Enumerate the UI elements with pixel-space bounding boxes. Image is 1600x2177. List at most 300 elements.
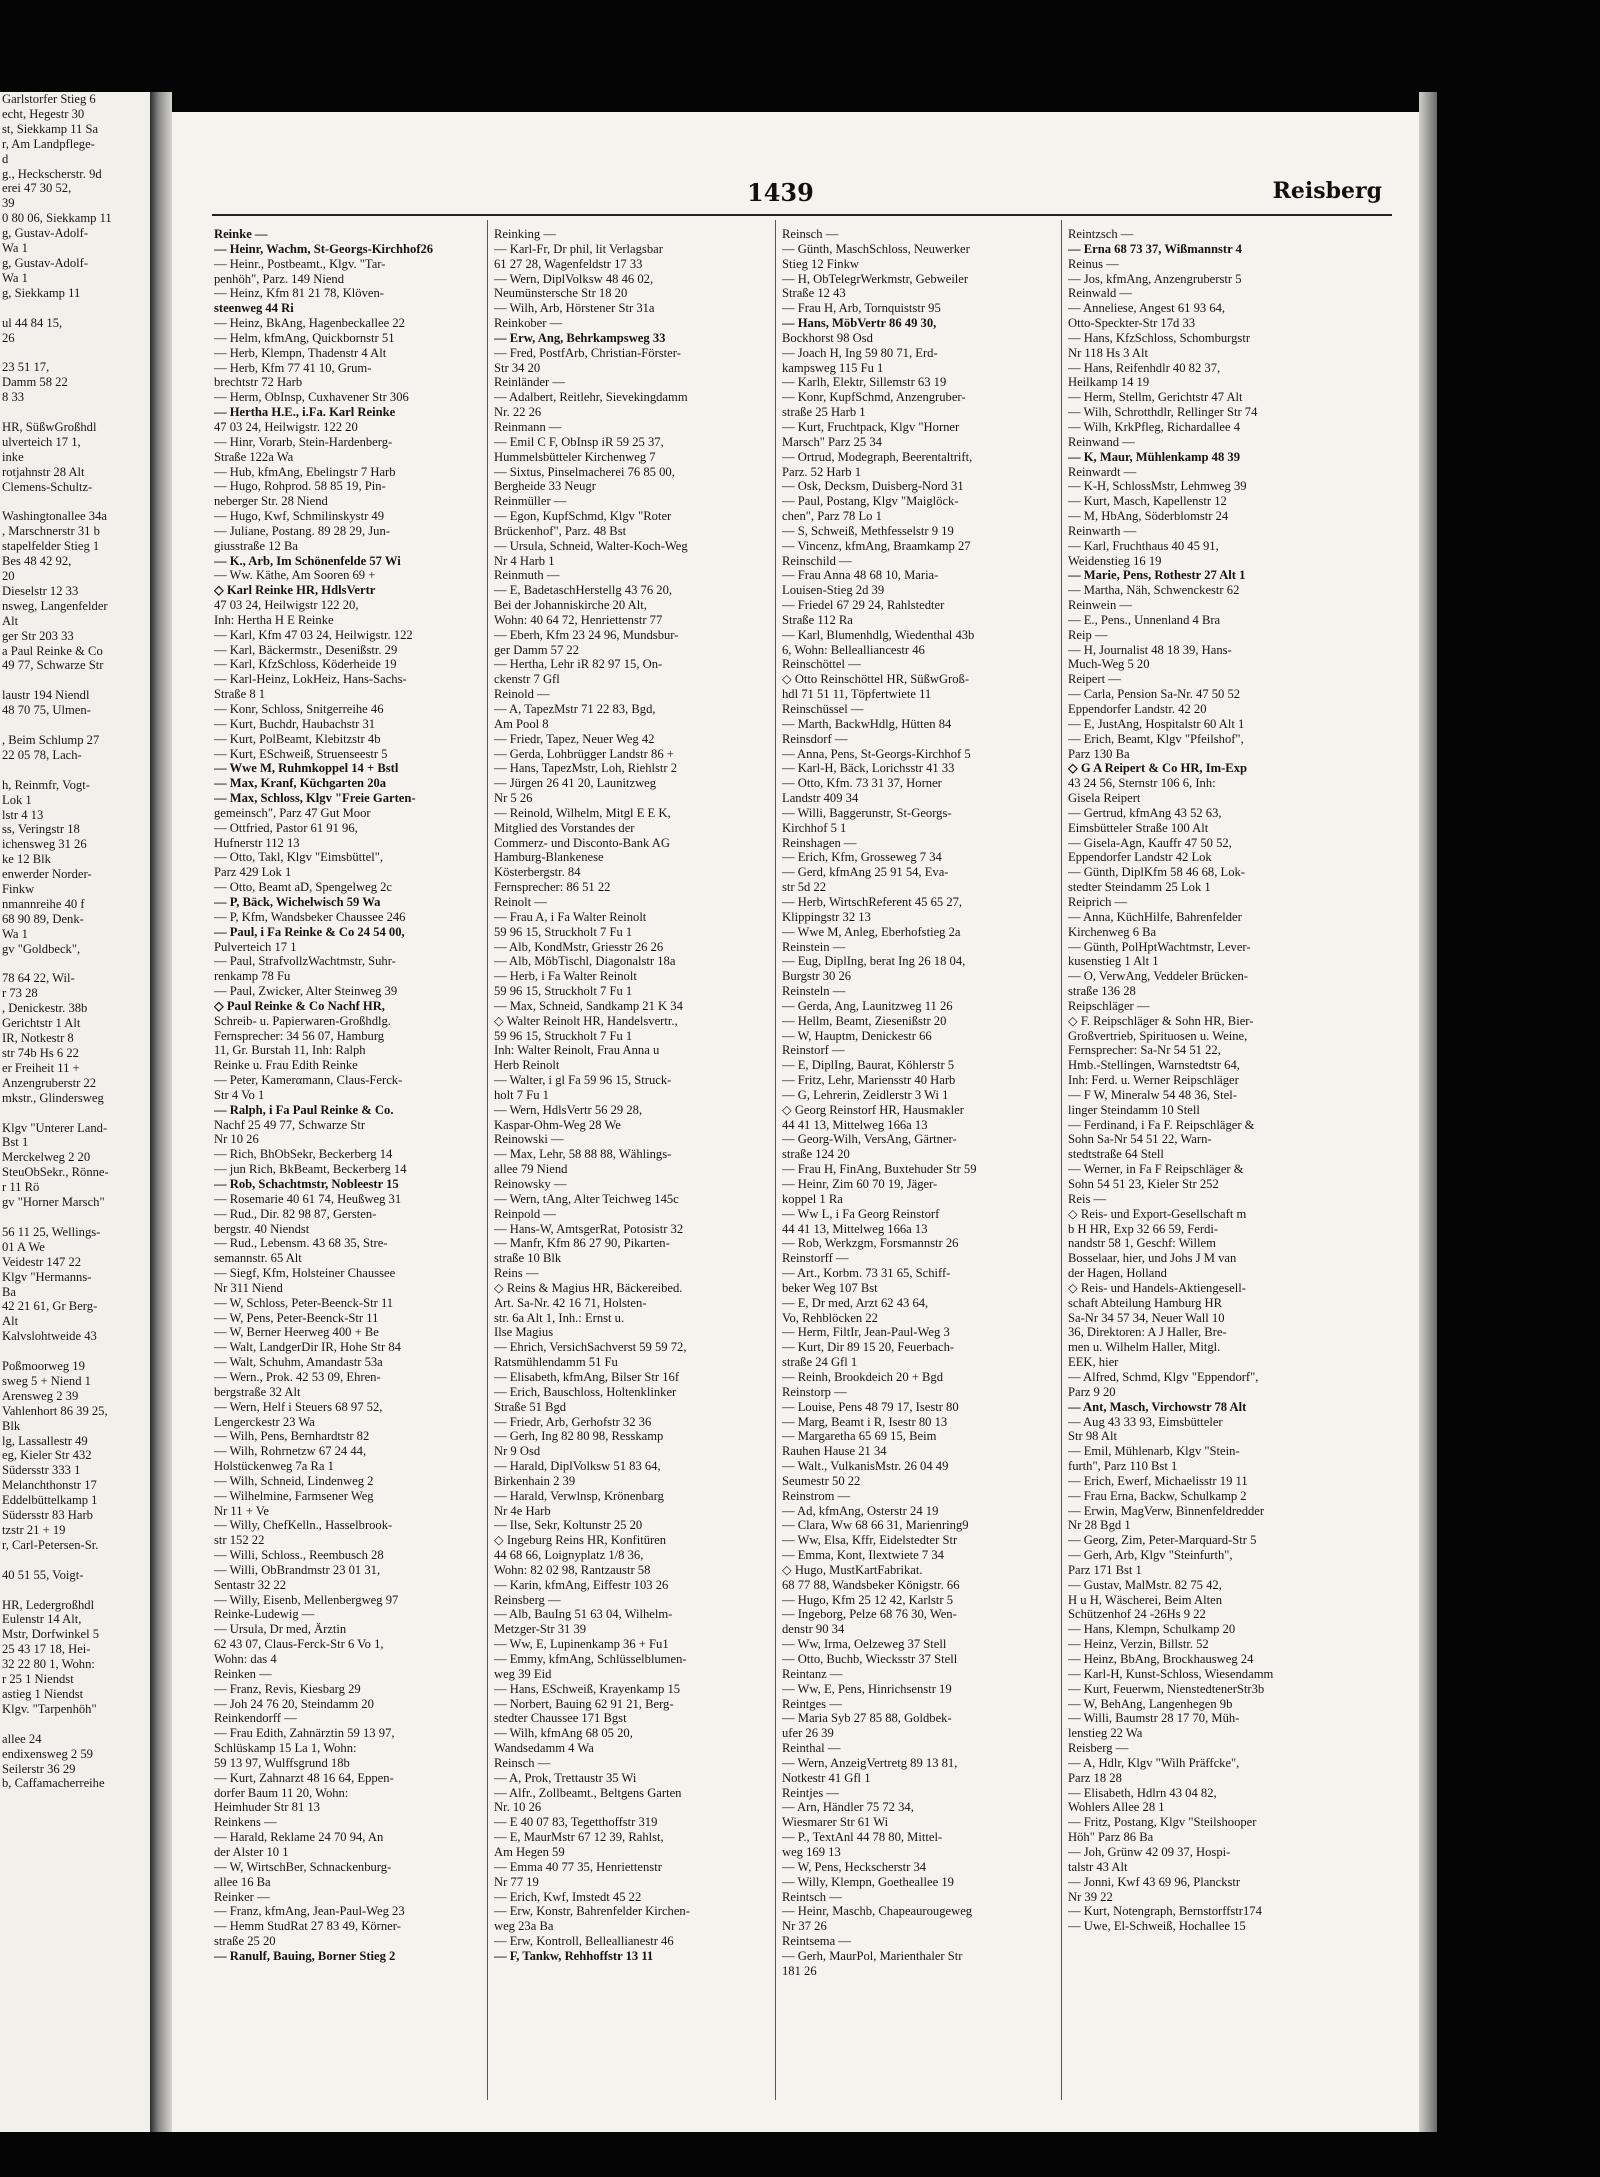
directory-entry: Klippingstr 32 13 [782,909,871,924]
left-fragment-line: Mstr, Dorfwinkel 5 [2,1627,100,1642]
directory-entry: — Erich, Ewerf, Michaelisstr 19 11 [1068,1473,1248,1488]
directory-entry: — E, BadetaschHerstellg 43 76 20, [494,583,673,598]
directory-entry: Reinsch — [494,1755,551,1770]
directory-entry: — Willi, Baumstr 28 17 70, Müh- [1068,1711,1240,1726]
directory-entry: 59 96 15, Struckholt 7 Fu 1 [494,924,633,939]
left-fragment-line: 26 [2,330,15,345]
left-fragment-line: h, Reinmfr, Vogt- [2,777,90,792]
directory-entry: — Ranulf, Bauing, Borner Stieg 2 [214,1948,396,1963]
left-fragment-line: Klgv "Hermanns- [2,1269,92,1284]
directory-entry: — F, Tankw, Rehhoffstr 13 11 [494,1948,654,1963]
directory-entry: — S, Schweiß, Methfesselstr 9 19 [782,523,954,538]
directory-entry: Reinländer — [494,375,565,390]
directory-entry: penhöh", Parz. 149 Niend [214,271,345,286]
directory-entry: renkamp 78 Fu [214,969,291,984]
directory-entry: Wohlers Allee 28 1 [1068,1800,1165,1815]
directory-entry: talstr 43 Alt [1068,1859,1128,1874]
left-fragment-line: Gerichtstr 1 Alt [2,1016,81,1031]
directory-entry: furth", Parz 110 Bst 1 [1068,1459,1178,1474]
left-fragment-line: Wa 1 [2,241,28,256]
directory-entry: — Karl-Heinz, LokHeiz, Hans-Sachs- [214,672,407,687]
left-fragment-line: 0 80 06, Siekkamp 11 [2,211,112,226]
directory-entry: Much-Weg 5 20 [1068,657,1150,672]
left-fragment-line [0,957,150,972]
directory-entry: Nr 37 26 [782,1919,827,1934]
directory-entry: — Rud., Lebensm. 43 68 35, Stre- [214,1236,388,1251]
directory-entry: — Fritz, Postang, Klgv "Steilshooper [1068,1815,1257,1830]
directory-entry: — K-H, SchlossMstr, Lehmweg 39 [1068,479,1247,494]
directory-entry: Nr 4e Harb [494,1503,551,1518]
directory-entry: Ratsmühlendamm 51 Fu [494,1355,618,1370]
directory-entry: Reinwarth — [1068,523,1137,538]
directory-entry: Bockhorst 98 Osd [782,330,873,345]
directory-entry: Schützenhof 24 -26Hs 9 22 [1068,1607,1206,1622]
directory-column-1 [214,227,479,2097]
directory-entry: — Ad, kfmAng, Osterstr 24 19 [782,1503,939,1518]
directory-entry: ◇ Karl Reinke HR, HdlsVertr [214,583,376,598]
directory-entry: — Hans, Klempn, Schulkamp 20 [1068,1622,1236,1637]
directory-entry: — Emil, Mühlenarb, Klgv "Stein- [1068,1444,1240,1459]
left-fragment-line: enwerder Norder- [2,867,92,882]
directory-entry: — P, Bäck, Wichelwisch 59 Wa [214,894,381,909]
directory-entry: Parz 130 Ba [1068,746,1130,761]
directory-entry: — Vincenz, kfmAng, Braamkamp 27 [782,538,971,553]
directory-entry: 47 03 24, Heilwigstr 122 20, [214,598,359,613]
directory-entry: — Jos, kfmAng, Anzengruberstr 5 [1068,271,1242,286]
directory-entry: — Anneliese, Angest 61 93 64, [1068,301,1226,316]
directory-entry: Bei der Johanniskirche 20 Alt, [494,598,647,613]
directory-entry: — Friedr, Tapez, Neuer Weg 42 [494,731,655,746]
left-fragment-line: Poßmoorweg 19 [2,1359,85,1374]
directory-entry: 61 27 28, Wagenfeldstr 17 33 [494,256,643,271]
directory-entry: straße 24 Gfl 1 [782,1355,858,1370]
page-number: 1439 [747,178,814,207]
directory-entry: Reinwald — [1068,286,1133,301]
directory-entry: Fernsprecher: 34 56 07, Hamburg [214,1028,385,1043]
directory-entry: Reinker — [214,1889,270,1904]
directory-entry: Hamburg-Blankenese [494,850,604,865]
directory-entry: — Wilhelmine, Farmsener Weg [214,1488,374,1503]
directory-entry: — Harald, Reklame 24 70 94, An [214,1830,384,1845]
directory-entry: — Wern, tAng, Alter Teichweg 145c [494,1191,679,1206]
directory-entry: — Louise, Pens 48 79 17, Isestr 80 [782,1399,959,1414]
directory-entry: — Wern, HdlsVertr 56 29 28, [494,1102,643,1117]
directory-entry: steenweg 44 Ri [214,301,294,316]
directory-entry: — Frau H, FinAng, Buxtehuder Str 59 [782,1162,977,1177]
left-fragment-line: 68 90 89, Denk- [2,911,84,926]
directory-entry: — Walt, Schuhm, Amandastr 53a [214,1355,383,1370]
left-fragment-line: Klgv. "Tarpenhöh" [2,1701,97,1716]
directory-entry: Hummelsbütteler Kirchenweg 7 [494,449,656,464]
directory-entry: 43 24 56, Sternstr 106 6, Inh: [1068,776,1216,791]
directory-entry: — E, JustAng, Hospitalstr 60 Alt 1 [1068,716,1245,731]
directory-entry: — Wwe M, Anleg, Eberhofstieg 2a [782,924,961,939]
directory-entry: Reinstorp — [782,1384,847,1399]
directory-entry: — Wern., Prok. 42 53 09, Ehren- [214,1369,381,1384]
directory-entry: — Gertrud, kfmAng 43 52 63, [1068,805,1222,820]
directory-entry: — Hugo, Kfm 25 12 42, Karlstr 5 [782,1592,954,1607]
left-fragment-line: Eulenstr 14 Alt, [2,1612,82,1627]
directory-entry: Reinsch — [782,227,839,241]
directory-entry: Nachf 25 49 77, Schwarze Str [214,1117,366,1132]
directory-entry: — Kurt, Feuerwm, NienstedtenerStr3b [1068,1681,1265,1696]
directory-entry: Nr. 22 26 [494,405,542,420]
directory-entry: — Heinz, BbAng, Brockhausweg 24 [1068,1652,1254,1666]
left-fragment-line: Clemens-Schultz- [2,479,93,494]
directory-entry: — Erich, Kwf, Imstedt 45 22 [494,1889,642,1904]
directory-entry: Reinstorff — [782,1251,849,1266]
directory-entry: ckenstr 7 Gfl [494,672,560,687]
directory-entry: Reinowsky — [494,1177,567,1191]
left-fragment-line: SteuObSekr., Rönne- [2,1165,109,1180]
directory-entry: — Max, Kranf, Küchgarten 20a [214,776,387,791]
directory-entry: Marsch" Parz 25 34 [782,434,882,449]
directory-entry: Am Pool 8 [494,716,549,731]
directory-entry: Nr 118 Hs 3 Alt [1068,345,1148,360]
directory-entry: Holstückenweg 7a Ra 1 [214,1459,334,1474]
directory-entry: giusstraße 12 Ba [214,538,298,553]
directory-entry: Str 4 Vo 1 [214,1087,265,1102]
left-fragment-line: inke [2,449,24,464]
directory-entry: Reis — [1068,1191,1107,1206]
directory-entry: Nr 28 Bgd 1 [1068,1518,1131,1533]
left-fragment-line: 56 11 25, Wellings- [2,1224,101,1239]
directory-entry: — Elisabeth, kfmAng, Bilser Str 16f [494,1369,680,1384]
directory-entry: 68 77 88, Wandsbeker Königstr. 66 [782,1577,960,1592]
directory-entry: — Art., Korbm. 73 31 65, Schiff- [782,1266,951,1281]
directory-entry: nandstr 58 1, Geschf: Willem [1068,1236,1216,1251]
directory-entry: — K., Arb, Im Schönenfelde 57 Wi [214,553,401,568]
directory-entry: — Maria Syb 27 85 88, Goldbek- [782,1711,952,1726]
left-fragment-line: erei 47 30 52, [2,181,72,196]
directory-entry: Reinmann — [494,419,562,434]
directory-entry: Hufnerstr 112 13 [214,835,300,850]
directory-entry: — Ursula, Schneid, Walter-Koch-Weg [494,538,688,553]
directory-entry: — Wilh, KrkPfleg, Richardallee 4 [1068,419,1241,434]
directory-entry: Reintsema — [782,1934,851,1949]
directory-entry: — Georg-Wilh, VersAng, Gärtner- [782,1132,957,1147]
directory-entry: ◇ Walter Reinolt HR, Handelsvertr., [494,1013,678,1028]
directory-entry: Reinkober — [494,316,563,331]
directory-entry: — Ehrich, VersichSachverst 59 59 72, [494,1340,687,1355]
directory-entry: schaft Abteilung Hamburg HR [1068,1295,1223,1310]
directory-entry: — Werner, in Fa F Reipschläger & [1068,1162,1244,1177]
directory-entry: — Wilh, Pens, Bernhardtstr 82 [214,1429,370,1444]
directory-entry: stedter Chaussee 171 Bgst [494,1711,627,1726]
directory-entry: Reinold — [494,687,550,702]
left-fragment-line: tzstr 21 + 19 [2,1523,66,1537]
directory-entry: Heimhuder Str 81 13 [214,1800,320,1815]
directory-entry: Landstr 409 34 [782,791,859,806]
directory-entry: — Marg, Beamt i R, Isestr 80 13 [782,1414,948,1429]
directory-entry: Art. Sa-Nr. 42 16 71, Holsten- [494,1295,647,1310]
directory-entry: — Gisela-Agn, Kauffr 47 50 52, [1068,835,1232,850]
directory-entry: — H, ObTelegrWerkmstr, Gebweiler [782,271,969,286]
directory-entry: str. 6a Alt 1, Inh.: Ernst u. [494,1310,625,1325]
directory-entry: Eppendorfer Landstr. 42 20 [1068,702,1207,716]
directory-entry: EEK, hier [1068,1355,1119,1370]
directory-entry: — Konr, KupfSchmd, Anzengruber- [782,390,966,405]
directory-entry: Parz 18 28 [1068,1770,1122,1785]
directory-entry: — Hans, KfzSchloss, Schomburgstr [1068,330,1251,345]
directory-entry: — Frau Anna 48 68 10, Maria- [782,568,939,583]
left-fragment-line: g, Gustav-Adolf- [2,255,89,270]
directory-entry: Reiprich — [1068,894,1128,909]
directory-entry: — Wilh, Arb, Hörstener Str 31a [494,301,655,316]
directory-entry: — Hans, TapezMstr, Loh, Riehlstr 2 [494,761,678,776]
directory-entry: — Herb, Kfm 77 41 10, Grum- [214,360,372,375]
directory-entry: ◇ Otto Reinschöttel HR, SüßwGroß- [782,672,970,687]
left-fragment-line: echt, Hegestr 30 [2,106,85,121]
directory-entry: weg 39 Eid [494,1666,552,1681]
directory-entry: — Emma 40 77 35, Henriettenstr [494,1859,662,1874]
directory-entry: — Jürgen 26 41 20, Launitzweg [494,776,657,791]
directory-entry: — Kurt, Notengraph, Bernstorffstr174 [1068,1904,1262,1919]
left-fragment-line: eg, Kieler Str 432 [2,1448,92,1463]
directory-entry: 44 68 66, Loignyplatz 1/8 36, [494,1548,644,1563]
directory-entry: — W, BehAng, Langenhegen 9b [1068,1696,1233,1711]
directory-entry: — Alb, MöbTischl, Diagonalstr 18a [494,954,676,969]
directory-entry: — Herm, Stellm, Gerichtstr 47 Alt [1068,390,1243,405]
left-fragment-line: r 11 Rö [2,1180,40,1195]
directory-entry: — Elisabeth, Hdlrn 43 04 82, [1068,1785,1217,1800]
left-fragment-line: st, Siekkamp 11 Sa [2,121,99,136]
directory-entry: — W, Hauptm, Denickestr 66 [782,1028,932,1043]
left-fragment-line: stapelfelder Stieg 1 [2,539,100,554]
directory-entry: gemeinsch", Parz 47 Gut Moor [214,805,371,820]
left-fragment-line [0,301,150,316]
directory-entry: Gisela Reipert [1068,791,1141,806]
directory-entry: Reinmuth — [494,568,560,583]
directory-entry: — W, Berner Heerweg 400 + Be [214,1325,379,1340]
directory-entry: — Gerh, MaurPol, Marienthaler Str [782,1948,963,1963]
directory-entry: 36, Direktoren: A J Haller, Bre- [1068,1325,1227,1340]
directory-entry: stedtstraße 64 Stell [1068,1147,1164,1162]
directory-entry: dorfer Baum 11 20, Wohn: [214,1785,349,1800]
left-fragment-line: g., Heckscherstr. 9d [2,166,102,181]
directory-entry: Nr 5 26 [494,791,533,806]
directory-column-3 [782,227,1047,2097]
directory-entry: Inh: Walter Reinolt, Frau Anna u [494,1043,660,1058]
directory-entry: bergstraße 32 Alt [214,1384,301,1399]
directory-entry: 47 03 24, Heilwigstr. 122 20 [214,419,358,434]
directory-entry: straße 10 Blk [494,1251,562,1266]
left-fragment-line: r 25 1 Niendst [2,1672,74,1687]
directory-entry: — Erna 68 73 37, Wißmannstr 4 [1068,241,1242,256]
directory-entry: ◇ G A Reipert & Co HR, Im-Exp [1068,761,1247,776]
directory-entry: Stieg 12 Finkw [782,256,859,271]
directory-entry: — Wilh, Rohrnetzw 67 24 44, [214,1444,367,1459]
directory-entry: — Frau H, Arb, Tornquiststr 95 [782,301,941,316]
directory-entry: Reinke — [214,227,268,241]
directory-entry: — Marth, BackwHdlg, Hütten 84 [782,716,952,731]
directory-entry: Reinsdorf — [782,731,848,746]
directory-entry: Parz 9 20 [1068,1384,1116,1399]
directory-entry: Reinmüller — [494,494,567,509]
directory-entry: Reinus — [1068,256,1119,271]
directory-entry: hdl 71 51 11, Töpfertwiete 11 [782,687,932,702]
directory-entry: — Egon, KupfSchmd, Klgv "Roter [494,509,672,524]
directory-entry: Reintanz — [782,1666,843,1681]
directory-entry: — Friedr, Arb, Gerhofstr 32 36 [494,1414,652,1429]
left-fragment-line [0,345,150,360]
directory-entry: — Ww, E, Pens, Hinrichsenstr 19 [782,1681,952,1696]
left-fragment-line [0,405,150,420]
directory-entry: beker Weg 107 Bst [782,1280,878,1295]
directory-entry: — Otto, Kfm. 73 31 37, Horner [782,776,942,791]
left-fragment-line: Lok 1 [2,792,32,807]
directory-entry: — G, Lehrerin, Zeidlerstr 3 Wi 1 [782,1087,949,1102]
column-divider [775,220,776,2100]
directory-entry: — Uwe, El-Schweiß, Hochallee 15 [1068,1919,1246,1934]
directory-entry: — Harald, DiplVolksw 51 83 64, [494,1459,661,1474]
directory-entry: H u H, Wäscherei, Beim Alten [1068,1592,1223,1607]
directory-entry: — W, WirtschBer, Schnackenburg- [214,1859,392,1874]
directory-entry: — Hemm StudRat 27 83 49, Körner- [214,1919,401,1934]
left-fragment-line [0,1106,150,1121]
left-fragment-line: Seilerstr 36 29 [2,1761,76,1776]
directory-entry: — Karl-H, Kunst-Schloss, Wiesendamm [1068,1666,1274,1681]
directory-entry: — Ottfried, Pastor 61 91 96, [214,820,358,835]
directory-entry: — Frau Erna, Backw, Schulkamp 2 [1068,1488,1247,1503]
directory-entry: — Heinr, Zim 60 70 19, Jäger- [782,1177,938,1191]
directory-entry: — Otto, Buchb, Wiecksstr 37 Stell [782,1652,958,1666]
directory-entry: — Wern, Helf i Steuers 68 97 52, [214,1399,383,1414]
directory-entry: — Gerda, Ang, Launitzweg 11 26 [782,998,953,1013]
directory-entry: Wohn: 40 64 72, Henriettenstr 77 [494,612,663,627]
left-fragment-line: 78 64 22, Wil- [2,971,75,986]
directory-entry: — Eug, DiplIng, berat Ing 26 18 04, [782,954,966,969]
directory-entry: Lengerckestr 23 Wa [214,1414,315,1429]
left-fragment-line: 39 [2,196,15,211]
directory-entry: Reinstein — [782,939,846,954]
directory-entry: — Erw, Konstr, Bahrenfelder Kirchen- [494,1904,690,1919]
directory-entry: — Herm, FiltIr, Jean-Paul-Weg 3 [782,1325,950,1340]
directory-entry: — Ant, Masch, Virchowstr 78 Alt [1068,1399,1247,1414]
directory-entry: — Sixtus, Pinselmacherei 76 85 00, [494,464,675,479]
directory-entry: Wandsedamm 4 Wa [494,1741,594,1756]
directory-entry: Reip — [1068,627,1108,642]
directory-entry: Nr 10 26 [214,1132,259,1147]
directory-entry: Straße 112 Ra [782,612,853,627]
directory-entry: Inh: Hertha H E Reinke [214,612,334,627]
directory-entry: straße 136 28 [1068,984,1136,999]
left-fragment-line: HR, SüßwGroßhdl [2,419,97,434]
directory-entry: 44 41 13, Mittelweg 166a 13 [782,1221,928,1236]
directory-entry: Eppendorfer Landstr 42 Lok [1068,850,1212,865]
page-header [212,174,1392,216]
directory-entry: — W, Schloss, Peter-Beenck-Str 11 [214,1295,394,1310]
directory-entry: — Carla, Pension Sa-Nr. 47 50 52 [1068,687,1241,702]
directory-entry: Straße 8 1 [214,687,266,702]
directory-entry: — Wilh, Schneid, Lindenweg 2 [214,1473,374,1488]
directory-entry: — O, VerwAng, Veddeler Brücken- [1068,969,1249,984]
left-fragment-line: 01 A We [2,1239,45,1254]
directory-entry: Heilkamp 14 19 [1068,375,1150,390]
left-fragment-line: Klgv "Unterer Land- [2,1120,108,1135]
directory-entry: Ilse Magius [494,1325,554,1340]
directory-entry: Reinstrom — [782,1488,851,1503]
left-fragment-line: 23 51 17, [2,360,50,375]
directory-entry: ◇ F. Reipschläger & Sohn HR, Bier- [1068,1013,1254,1028]
directory-entry: Str 34 20 [494,360,541,375]
directory-entry: — Erwin, MagVerw, Binnenfeldredder [1068,1503,1265,1518]
directory-entry: — Emil C F, ObInsp iR 59 25 37, [494,434,664,449]
column-divider [1061,220,1062,2100]
left-fragment-line: , Marschnerstr 31 b [2,524,100,539]
directory-entry: — Willi, ObBrandmstr 23 01 31, [214,1562,381,1577]
directory-entry: Eimsbütteler Straße 100 Alt [1068,820,1209,835]
directory-entry: Rauhen Hause 21 34 [782,1444,887,1459]
directory-entry: — Kurt, ESchweiß, Struenseestr 5 [214,746,388,761]
directory-entry: — E, MaurMstr 67 12 39, Rahlst, [494,1830,664,1845]
directory-entry: — Ww, E, Lupinenkamp 36 + Fu1 [494,1637,669,1652]
directory-entry: Straße 51 Bgd [494,1399,567,1414]
left-fragment-line: r, Am Landpflege- [2,136,95,151]
directory-entry: — M, HbAng, Söderblomstr 24 [1068,509,1229,524]
left-fragment-line: Alt [2,1314,19,1329]
left-fragment-line: 40 51 55, Voigt- [2,1567,84,1582]
directory-entry: Schlüskamp 15 La 1, Wohn: [214,1741,357,1756]
directory-entry: — Willy, Eisenb, Mellenbergweg 97 [214,1592,399,1607]
directory-entry: ◇ Reis- und Handels-Aktiengesell- [1068,1280,1246,1295]
directory-entry: — Karl, KfzSchloss, Köderheide 19 [214,657,397,672]
directory-entry: — Kurt, Fruchtpack, Klgv "Horner [782,419,960,434]
directory-entry: 62 43 07, Claus-Ferck-Str 6 Vo 1, [214,1637,384,1652]
left-fragment-line: Wa 1 [2,270,28,285]
directory-entry: Fernsprecher: Sa-Nr 54 51 22, [1068,1043,1221,1058]
directory-entry: Wohn: das 4 [214,1652,277,1666]
directory-entry: Reinkens — [214,1815,277,1830]
directory-entry: koppel 1 Ra [782,1191,843,1206]
directory-entry: — Anna, KüchHilfe, Bahrenfelder [1068,909,1242,924]
left-fragment-line: str 74b Hs 6 22 [2,1046,79,1060]
directory-entry: — Joh, Grünw 42 09 37, Hospi- [1068,1844,1231,1859]
directory-entry: Reinwardt — [1068,464,1137,479]
directory-entry: — Fritz, Lehr, Mariensstr 40 Harb [782,1073,956,1088]
directory-entry: — Georg, Zim, Peter-Marquard-Str 5 [1068,1533,1257,1548]
directory-entry: — Ww, Elsa, Kffr, Eidelstedter Str [782,1533,958,1548]
directory-entry: straße 124 20 [782,1147,850,1162]
left-fragment-line: b, Caffamacherreihe [2,1776,105,1791]
directory-entry: — Franz, kfmAng, Jean-Paul-Weg 23 [214,1904,405,1919]
directory-entry: — Kurt, PolBeamt, Klebitzstr 4b [214,731,381,746]
directory-entry: str 5d 22 [782,880,827,895]
directory-entry: Reinkendorff — [214,1711,297,1726]
directory-entry: — Wilh, kfmAng 68 05 20, [494,1726,633,1741]
directory-entry: Brückenhof", Parz. 48 Bst [494,523,627,538]
directory-entry: Herb Reinolt [494,1058,560,1073]
left-fragment-line: 42 21 61, Gr Berg- [2,1299,98,1314]
directory-entry: Reinke u. Frau Edith Reinke [214,1058,358,1073]
directory-entry: — Hellm, Beamt, Ziesenißstr 20 [782,1013,947,1028]
directory-entry: — Karl, Kfm 47 03 24, Heilwigstr. 122 [214,627,413,642]
directory-entry: denstr 90 34 [782,1622,845,1637]
directory-entry: Reinke-Ludewig — [214,1607,315,1622]
directory-column-2 [494,227,759,2097]
directory-entry: — Gerda, Lohbrügger Landstr 86 + [494,746,674,761]
left-fragment-line: gv "Horner Marsch" [2,1195,105,1210]
left-fragment-line: HR, Ledergroßhdl [2,1597,95,1612]
directory-entry: — Günth, DiplKfm 58 46 68, Lok- [1068,865,1246,880]
directory-entry: — Hans-W, AmtsgerRat, Potosistr 32 [494,1221,684,1236]
directory-entry: Reinking — [494,227,556,241]
directory-entry: — Ilse, Sekr, Koltunstr 25 20 [494,1518,643,1533]
directory-entry: — Friedel 67 29 24, Rahlstedter [782,598,945,613]
directory-entry: — A, Hdlr, Klgv "Wilh Präffcke", [1068,1755,1240,1770]
directory-page [172,112,1419,2132]
directory-entry: 59 96 15, Struckholt 7 Fu 1 [494,1028,633,1043]
